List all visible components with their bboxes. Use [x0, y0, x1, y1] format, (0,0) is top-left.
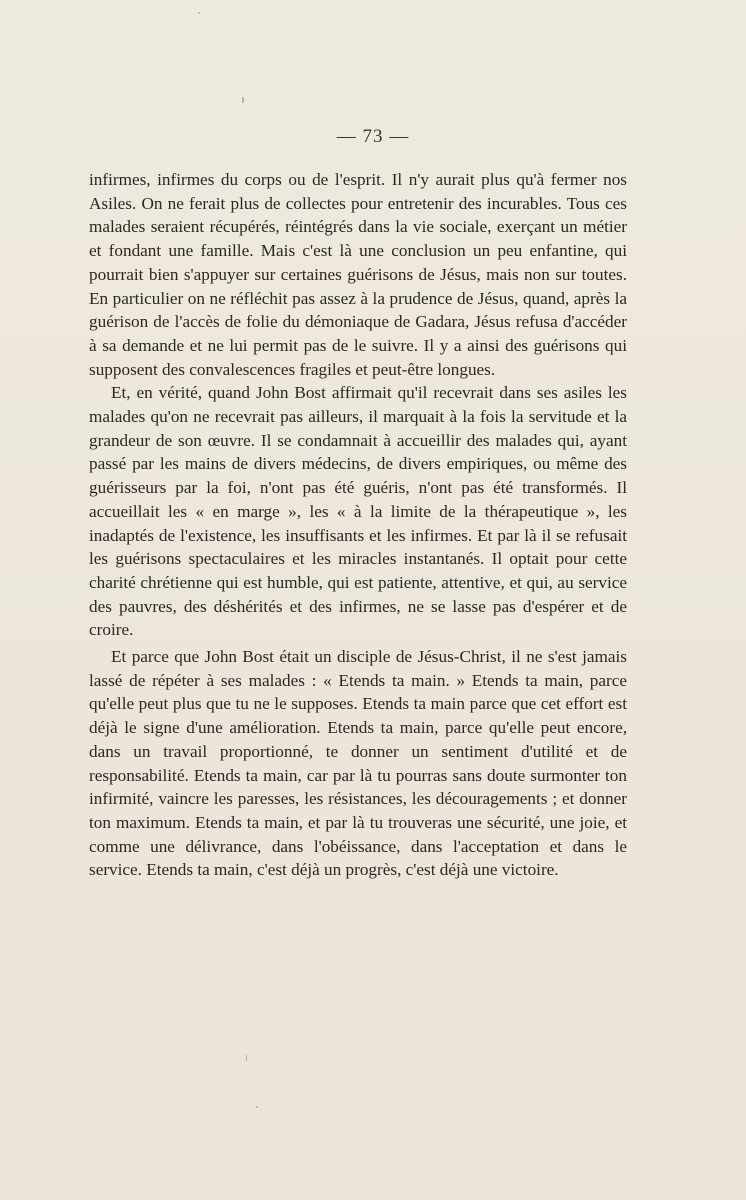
paper-speck: [246, 1055, 247, 1061]
paragraph-3: Et parce que John Bost était un disciple de Jésus-Christ, il ne s'est jamais lassé de répéter à ses malades : « Etends ta main. » Etends ta main, parce qu'elle peut plus que tu ne le supposes. Etends ta main parce que cet effort est déjà le signe d'une amélioration. Etends ta main, parce qu'elle peut encore, dans un travail proportionné, te donner un sentiment d'utilité et de responsabilité. Etends ta main, car par là tu pourras sans doute surmonter ton infirmité, vaincre les paresses, les résistances, les découragements ; et donner ton maximum. Etends ta main, et par là tu trouveras une sécurité, une joie, et comme une délivrance, dans l'obéissance, dans l'acceptation et dans le service. Etends ta main, c'est déjà un progrès, c'est déjà une victoire.: [89, 647, 627, 880]
paper-speck: [256, 1106, 258, 1108]
paragraph-1: infirmes, infirmes du corps ou de l'esprit. Il n'y aurait plus qu'à fermer nos Asiles. On ne ferait plus de collectes pour entretenir des incurables. Tous ces malades seraient récupérés, réintégrés dans la vie sociale, exerçant un métier et fondant une famille. Mais c'est là une conclusion un peu enfantine, qui pourrait bien s'appuyer sur certaines guérisons de Jésus, mais non sur toutes. En particulier on ne réfléchit pas assez à la prudence de Jésus, quand, après la guérison de l'accès de folie du démoniaque de Gadara, Jésus refusa d'accéder à sa demande et ne lui permit pas de le suivre. Il y a ainsi des guérisons qui supposent des convalescences fragiles et peut-être longues.: [89, 170, 627, 379]
body-text: [89, 168, 627, 882]
page-number: — 73 —: [336, 126, 410, 147]
paper-speck: [242, 97, 244, 103]
paragraph-2: Et, en vérité, quand John Bost affirmait qu'il recevrait dans ses asiles les malades qu'on ne recevrait pas ailleurs, il marquait à la fois la servitude et la grandeur de son œuvre. Il se condamnait à accueillir des malades qui, ayant passé par les mains de divers médecins, de divers empiriques, ou même des guérisseurs par la foi, n'ont pas été guéris, n'ont pas été transformés. Il accueillait les « en marge », les « à la limite de la thérapeutique », les inadaptés de l'existence, les insuffisants et les infirmes. Et par là il se refusait les guérisons spectaculaires et les miracles instantanés. Il optait pour cette charité chrétienne qui est humble, qui est patiente, attentive, et qui, au service des pauvres, des déshérités et des infirmes, ne se lasse pas d'espérer et de croire.: [89, 383, 627, 640]
paper-speck: [198, 12, 200, 14]
